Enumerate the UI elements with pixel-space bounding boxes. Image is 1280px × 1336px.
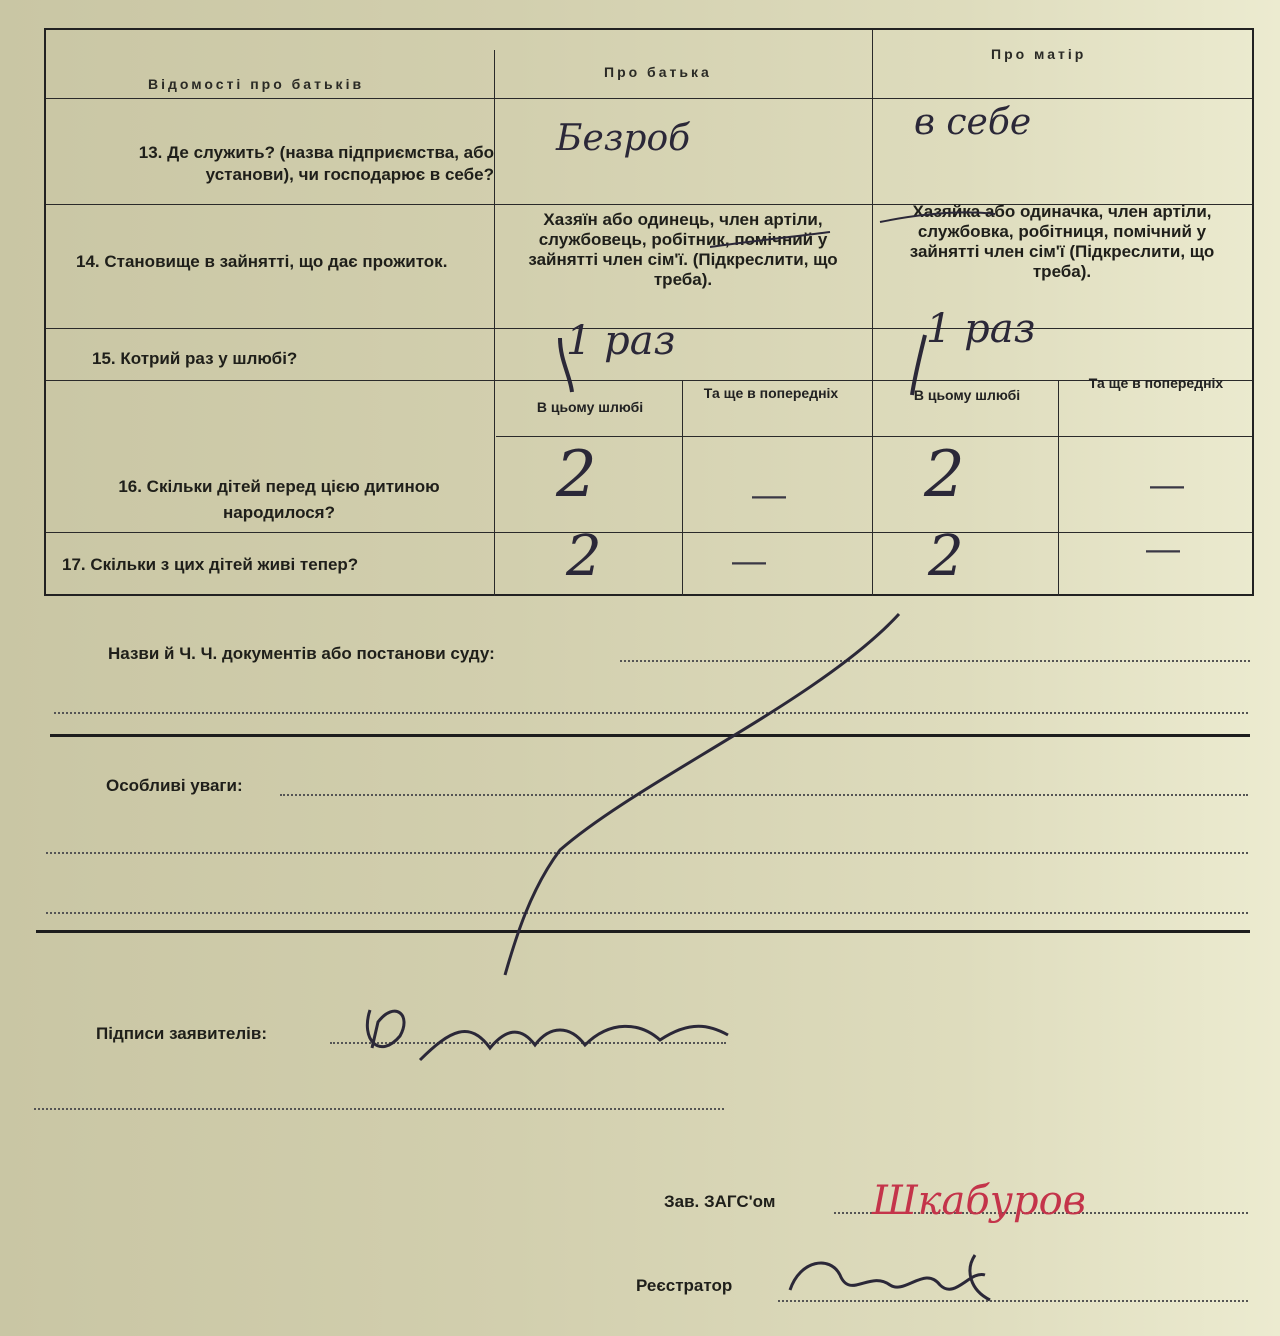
question-13: 13. Де служить? (назва підприємства, або установи), чи господарює в себе? [138, 143, 494, 184]
header-father: Про батька [604, 64, 712, 80]
q15-mother-stroke [912, 335, 925, 395]
q13-father-answer: Безроб [556, 118, 691, 159]
mother-this-marriage-header: В цьому шлюбі [913, 387, 1021, 403]
remarks-label: Особливі уваги: [106, 776, 243, 795]
q16-father-this: 2 [556, 438, 597, 512]
q14-mother-options: Хазяйка або одиначка, член артіли, службовка, робітниця, помічний у зайнятті член сім'ї (Підкреслити, що треба). [909, 202, 1215, 281]
signatures-label: Підписи заявителів: [96, 1024, 267, 1043]
q17-father-prev: — [732, 542, 766, 580]
q16-mother-prev: — [1150, 466, 1184, 504]
father-option-underline [710, 232, 830, 247]
q15-father-answer: 1 раз [566, 318, 676, 364]
question-15: 15. Котрий раз у шлюбі? [92, 349, 298, 368]
q15-mother-answer: 1 раз [926, 306, 1036, 352]
q14-father-options: Хазяїн або одинець, член артіли, службовець, робітник, помічний у зайнятті член сім'ї. (Підкреслити, що треба). [528, 210, 838, 289]
q16-mother-this: 2 [924, 438, 965, 512]
mother-option-underline [880, 212, 995, 222]
q16-father-prev: — [752, 476, 786, 514]
q13-mother-answer: в себе [914, 102, 1032, 143]
header-mother: Про матір [991, 46, 1087, 62]
registrar-signature [790, 1255, 990, 1300]
q17-mother-prev: — [1146, 530, 1180, 568]
father-previous-header: Та ще в попередніх [703, 385, 839, 401]
q17-mother-this: 2 [928, 524, 964, 589]
head-signature: Шкабуров [872, 1178, 1086, 1224]
question-17: 17. Скільки з цих дітей живі тепер? [62, 555, 359, 574]
header-info: Відомості про батьків [148, 76, 365, 92]
head-label: Зав. ЗАГС'ом [664, 1192, 776, 1211]
q15-father-stroke [560, 338, 572, 392]
cancellation-stroke [505, 614, 899, 975]
question-14: 14. Становище в зайнятті, що дає прожиток. [76, 252, 448, 271]
q17-father-this: 2 [566, 524, 602, 589]
mother-previous-header: Та ще в попередніх [1088, 375, 1224, 391]
documents-label: Назви й Ч. Ч. документів або постанови суду: [108, 644, 495, 663]
question-16: 16. Скільки дітей перед цією дитиною народилося? [118, 477, 440, 522]
applicant-signature [367, 1010, 728, 1060]
father-this-marriage-header: В цьому шлюбі [536, 399, 644, 415]
registrar-label: Реєстратор [636, 1276, 733, 1295]
